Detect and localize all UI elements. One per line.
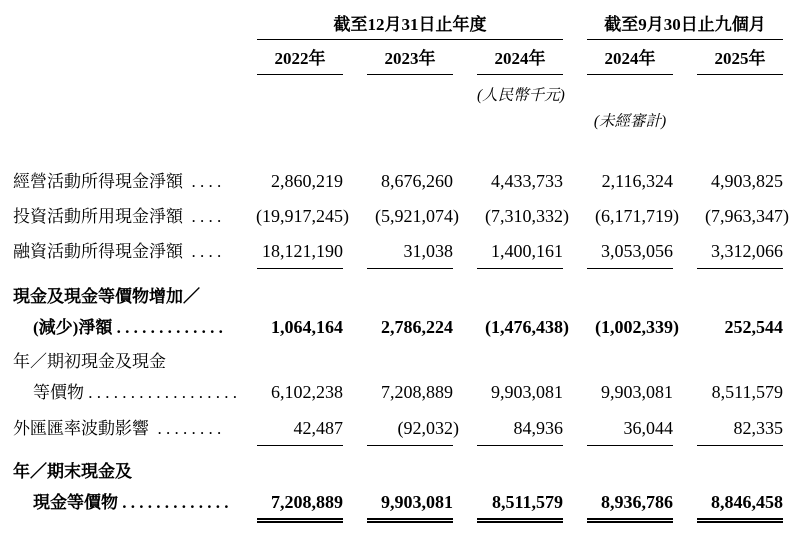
row-label: 現金及現金等價物增加／	[13, 287, 200, 306]
value-cell: 4,903,825	[711, 171, 783, 191]
value-cell: 7,208,889	[381, 382, 453, 402]
value-cell: (7,310,332)	[485, 206, 569, 226]
value-cell: 31,038	[367, 240, 453, 269]
value-cell: 18,121,190	[257, 240, 343, 269]
table-row-investing	[13, 205, 789, 228]
value-cell: 8,511,579	[711, 382, 783, 402]
year-header-2025-9m: 2025年	[697, 48, 783, 75]
value-cell: (1,476,438)	[485, 317, 569, 337]
value-cell: 6,102,238	[271, 382, 343, 402]
value-cell: (5,921,074)	[375, 206, 459, 226]
value-cell: 8,511,579	[477, 491, 563, 523]
value-cell: 84,936	[477, 417, 563, 446]
value-cell: (7,963,347)	[705, 206, 789, 226]
value-cell: (19,917,245)	[256, 206, 349, 226]
value-cell: 9,903,081	[367, 491, 453, 523]
unaudited-note-row	[13, 112, 783, 131]
value-cell: 2,786,224	[381, 317, 453, 337]
row-label: 年／期初現金及現金	[13, 352, 166, 371]
row-label: 年／期末現金及	[13, 462, 132, 481]
row-label: 投資活動所用現金淨額 . . . .	[13, 207, 222, 226]
year-header-2024: 2024年	[477, 48, 563, 75]
value-cell: (92,032)	[367, 417, 453, 446]
value-cell: 36,044	[587, 417, 673, 446]
value-cell: 2,860,219	[271, 171, 343, 191]
table-row-ending-cash-line1	[13, 460, 783, 483]
value-cell: 3,312,066	[697, 240, 783, 269]
value-cell: 3,053,056	[587, 240, 673, 269]
currency-note-row	[13, 86, 783, 105]
row-label: 現金等價物 . . . . . . . . . . . . .	[33, 493, 229, 512]
row-label: 外匯匯率波動影響 . . . . . . . .	[13, 419, 222, 438]
row-label: 融資活動所得現金淨額 . . . .	[13, 242, 222, 261]
value-cell: 1,400,161	[477, 240, 563, 269]
value-cell: 8,936,786	[587, 491, 673, 523]
year-header-2024-9m: 2024年	[587, 48, 673, 75]
value-cell: 8,676,260	[381, 171, 453, 191]
value-cell: 82,335	[697, 417, 783, 446]
unaudited-note: (未經審計)	[593, 113, 667, 130]
value-cell: 252,544	[724, 317, 783, 337]
column-group-header	[13, 14, 783, 40]
currency-note: (人民幣千元)	[477, 87, 565, 104]
table-row-fx-effect	[13, 417, 783, 446]
col-group-interim-title: 截至9月30日止九個月	[587, 14, 783, 40]
value-cell: 7,208,889	[257, 491, 343, 523]
year-header-2023: 2023年	[367, 48, 453, 75]
table-row-beginning-cash	[13, 381, 783, 404]
table-row-operating	[13, 170, 783, 193]
value-cell: 2,116,324	[601, 171, 673, 191]
table-row-financing	[13, 240, 783, 269]
value-cell: 1,064,164	[271, 317, 343, 337]
row-label: (減少)淨額 . . . . . . . . . . . . .	[33, 318, 223, 337]
table-row-ending-cash	[13, 491, 783, 523]
value-cell: 9,903,081	[601, 382, 673, 402]
value-cell: (1,002,339)	[595, 317, 679, 337]
value-cell: 4,433,733	[491, 171, 563, 191]
table-row-beginning-cash-line1	[13, 350, 783, 373]
table-row-net-change	[13, 316, 783, 339]
year-header-row	[13, 48, 783, 75]
row-label: 等價物 . . . . . . . . . . . . . . . . . .	[33, 383, 237, 402]
table-row-net-change-line1	[13, 285, 783, 308]
value-cell: 9,903,081	[491, 382, 563, 402]
col-group-annual-title: 截至12月31日止年度	[257, 14, 563, 40]
value-cell: (6,171,719)	[595, 206, 679, 226]
row-label: 經營活動所得現金淨額 . . . .	[13, 172, 222, 191]
year-header-2022: 2022年	[257, 48, 343, 75]
value-cell: 8,846,458	[697, 491, 783, 523]
value-cell: 42,487	[257, 417, 343, 446]
